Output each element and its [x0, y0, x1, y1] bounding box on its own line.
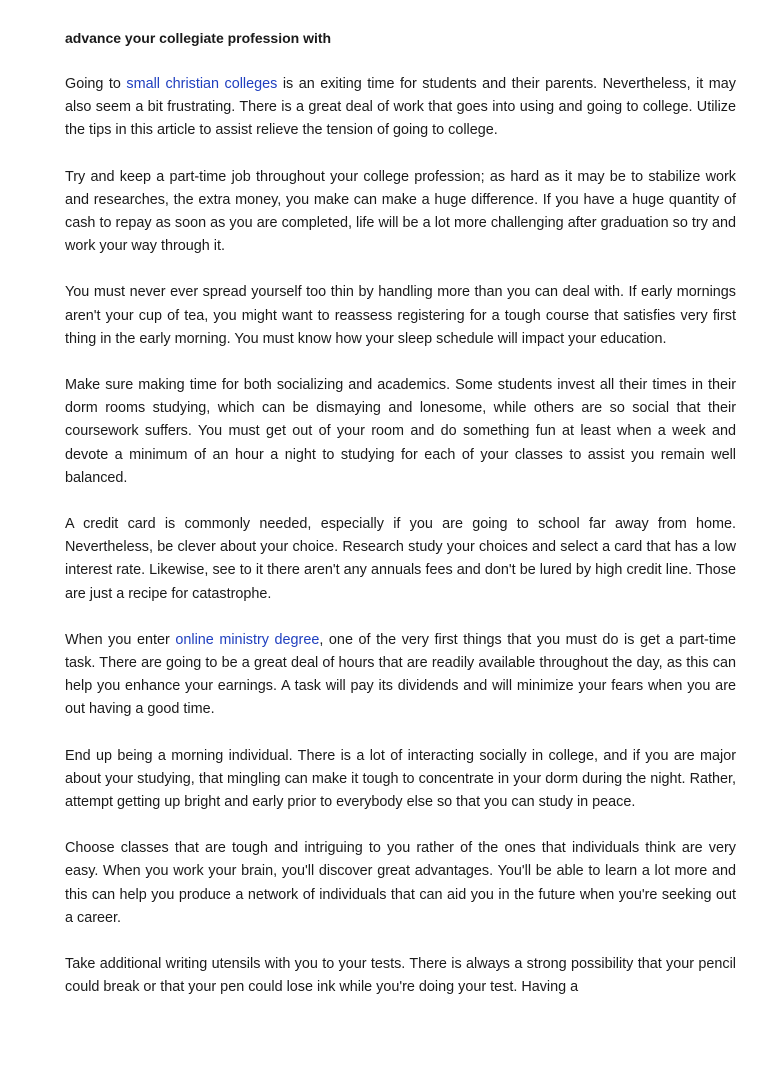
paragraph-text: is an exiting time for students and their parents. Nevertheless, it may also seem a bit frustrating. There is a great deal of work that goes into using and going to college. Utilize the tips in this article to assist relieve the tension of going to college. [65, 76, 736, 139]
paragraph-text: , one of the very first things that you must do is get a part-time task. There are going to be a great deal of hours that are readily available throughout the day, as this can help you enhance your earnings. A task will pay its dividends and will minimize your fears when you are out having a good time. [65, 631, 736, 718]
paragraph-4: Make sure making time for both socializing and academics. Some students invest all their times in their dorm rooms studying, which can be dismaying and lonesome, while others are so social that their coursework suffers. You must get out of your room and do something fun at least when a week and devote a minimum of an hour a night to studying for each of your classes to assist you remain well balanced. [65, 377, 736, 486]
paragraph-3: You must never ever spread yourself too thin by handling more than you can deal with. If early mornings aren't your cup of tea, you might want to reassess registering for a tough course that satisfies very first thing in the early morning. You must know how your sleep schedule will impact your education. [65, 284, 736, 347]
document-title: advance your collegiate profession with [65, 30, 332, 46]
document-page [65, 27, 736, 1023]
paragraph-7: End up being a morning individual. There is a lot of interacting socially in college, and if you are major about your studying, that mingling can make it tough to concentrate in your dorm during the night. Rather, attempt getting up bright and early prior to everybody else so that you can study in peace. [65, 747, 736, 811]
paragraph-text: When you enter [65, 631, 176, 648]
paragraph-9: Take additional writing utensils with you to your tests. There is always a strong possibility that your pencil could break or that your pen could lose ink while you're doing your test. Having a [65, 956, 736, 996]
paragraph-6 [65, 629, 736, 722]
small-christian-colleges-link[interactable]: small christian colleges [126, 76, 278, 92]
paragraph-2: Try and keep a part-time job throughout your college profession; as hard as it may be to stabilize work and researches, the extra money, you make can make a huge difference. If you have a huge quantity of cash to repay as soon as you are completed, life will be a lot more challenging after graduation so try and work your way through it. [65, 168, 736, 255]
paragraph-5: A credit card is commonly needed, especially if you are going to school far away from home. Nevertheless, be clever about your choice. Research study your choices and select a card that has a low interest rate. Likewise, see to it there aren't any annuals fees and don't be lured by high credit line. Those are just a recipe for catastrophe. [65, 516, 736, 602]
paragraph-8: Choose classes that are tough and intriguing to you rather of the ones that individuals think are very easy. When you work your brain, you'll discover great advantages. You'll be able to learn a lot more and this can help you produce a network of individuals that can aid you in the future when you're seeking out a career. [65, 840, 736, 926]
paragraph-text: Going to [65, 76, 127, 92]
paragraph-1 [65, 73, 736, 143]
online-ministry-degree-link[interactable]: online ministry degree [175, 631, 320, 648]
